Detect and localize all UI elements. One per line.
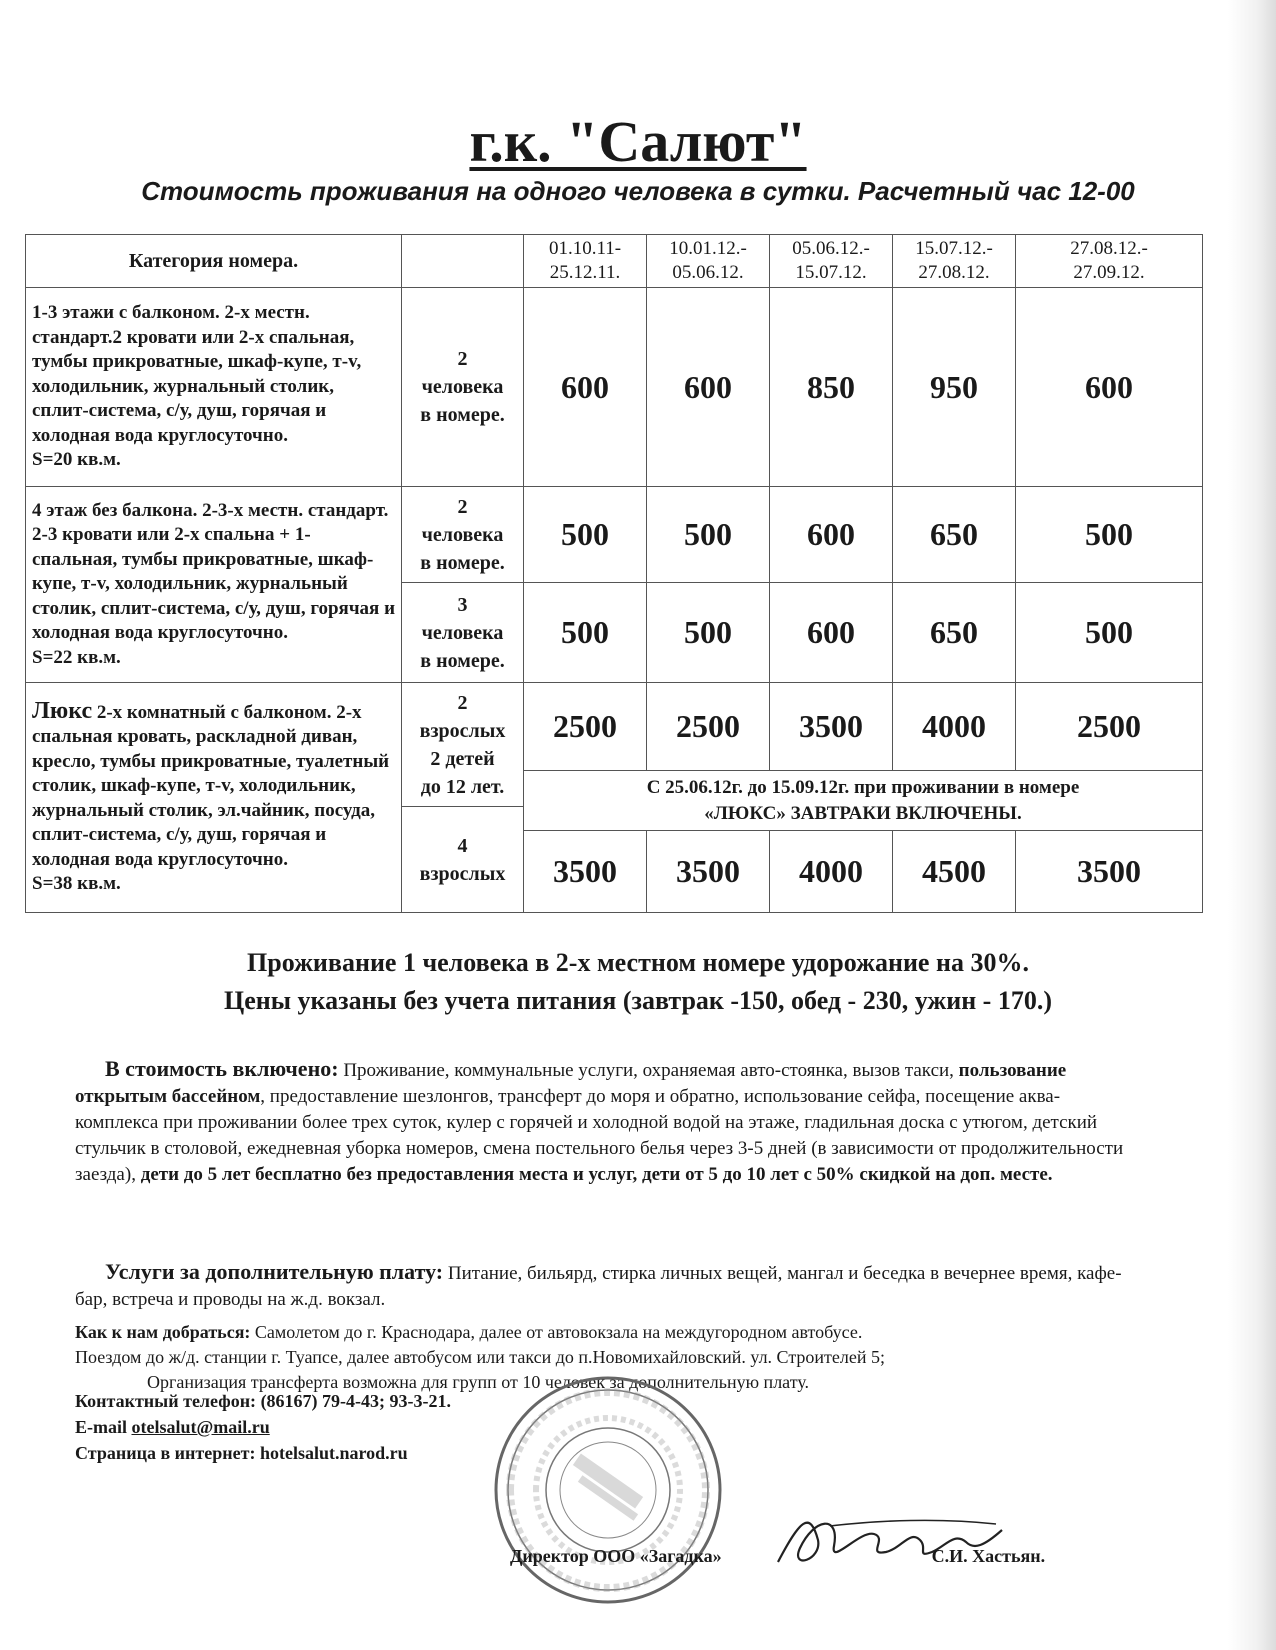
hotel-title: г.к. "Салют" <box>469 109 807 174</box>
lux-label: Люкс <box>32 697 93 724</box>
director-signature <box>770 1500 1010 1580</box>
price-cell: 3500 <box>1016 831 1203 913</box>
contact-phone: Контактный телефон: (86167) 79-4-43; 93-3-21. <box>75 1391 452 1411</box>
room-description: 1-3 этажи с балконом. 2-х местн. стандарт.2 кровати или 2-х спальная, тумбы прикроватные, шкаф-купе, т-v, холодильник, журнальный столик, сплит-система, с/у, душ, горячая и холодная вода круглосуточно. S=20 кв.м. <box>26 288 402 487</box>
price-cell: 500 <box>524 487 647 583</box>
guests-cell: 3 человека в номере. <box>402 583 524 683</box>
room-description: Люкс 2-х комнатный с балконом. 2-х спальная кровать, раскладной диван, кресло, тумбы прикроватные, туалетный столик, шкаф-купе, т-v, холодильник, журнальный столик, эл.чайник, посуда, сплит-система, с/у, душ, горячая и холодная вода круглосуточно. S=38 кв.м. <box>26 683 402 913</box>
period-header: 10.01.12.- 05.06.12. <box>647 235 770 288</box>
period-header: 05.06.12.- 15.07.12. <box>770 235 893 288</box>
period-header: 15.07.12.- 27.08.12. <box>893 235 1016 288</box>
price-cell: 4500 <box>893 831 1016 913</box>
contacts-block <box>75 1388 451 1466</box>
price-cell: 3500 <box>647 831 770 913</box>
period-header: 27.08.12.- 27.09.12. <box>1016 235 1203 288</box>
scan-shadow <box>1228 0 1276 1650</box>
price-cell: 500 <box>647 583 770 683</box>
category-header: Категория номера. <box>26 235 402 288</box>
price-cell: 600 <box>647 288 770 487</box>
table-row <box>26 288 1203 487</box>
price-cell: 650 <box>893 583 1016 683</box>
guests-cell: 2 человека в номере. <box>402 487 524 583</box>
extra-services-paragraph: Услуги за дополнительную плату: Питание, бильярд, стирка личных вещей, мангал и беседка в вечернее время, кафе-бар, встреча и проводы на ж.д. вокзал. <box>75 1259 1122 1310</box>
guests-cell: 2 взрослых 2 детей до 12 лет. <box>402 683 524 807</box>
price-cell: 2500 <box>524 683 647 771</box>
director-name: С.И. Хастьян. <box>931 1546 1046 1566</box>
director-title: Директор ООО «Загадка» <box>510 1546 722 1566</box>
company-stamp <box>488 1370 728 1610</box>
price-cell: 500 <box>524 583 647 683</box>
contact-email: E-mail otelsalut@mail.ru <box>75 1417 270 1437</box>
price-cell: 600 <box>524 288 647 487</box>
price-cell: 2500 <box>647 683 770 771</box>
single-surcharge-note: Проживание 1 человека в 2-х местном номере удорожание на 30%. <box>247 948 1029 977</box>
price-cell: 500 <box>647 487 770 583</box>
price-cell: 4000 <box>893 683 1016 771</box>
price-cell: 600 <box>770 487 893 583</box>
period-header: 01.10.11- 25.12.11. <box>524 235 647 288</box>
contact-web: Страница в интернет: hotelsalut.narod.ru <box>75 1443 408 1463</box>
price-cell: 600 <box>770 583 893 683</box>
guests-header <box>402 235 524 288</box>
guests-cell: 2 человека в номере. <box>402 288 524 487</box>
included-paragraph: В стоимость включено: Проживание, коммунальные услуги, охраняемая авто-стоянка, вызов такси, пользование открытым бассейном, предоставление шезлонгов, трансферт до моря и обратно, использование сейфа, посещение аква-комплекса при проживании более трех суток, кулер с горячей и холодной водой на этаже, гладильная доска с утюгом, детский стульчик в столовой, ежедневная уборка номеров, смена постельного белья через 3-5 дней (в зависимости от продолжительности заезда), дети до 5 лет бесплатно без предоставления места и услуг, дети от 5 до 10 лет с 50% скидкой на доп. месте. <box>75 1056 1124 1185</box>
room-description: 4 этаж без балкона. 2-3-х местн. стандарт. 2-3 кровати или 2-х спальна + 1-спальная, тумбы прикроватные, шкаф-купе, т-v, холодильник, журнальный столик, сплит-система, с/у, душ, горячая и холодная вода круглосуточно. S=22 кв.м. <box>26 487 402 683</box>
price-cell: 500 <box>1016 583 1203 683</box>
table-row <box>26 683 1203 771</box>
price-cell: 850 <box>770 288 893 487</box>
price-cell: 4000 <box>770 831 893 913</box>
director-line <box>510 1546 1045 1567</box>
how-to-get-paragraph: Как к нам добраться: Самолетом до г. Краснодара, далее от автовокзала на междугородном автобусе. Поездом до ж/д. станции г. Туапсе, далее автобусом или такси до п.Новомихайловский. ул. Строителей 5; Организация трансферта возможна для групп от 10 человек за дополнительную плату. <box>75 1322 885 1392</box>
price-subtitle: Стоимость проживания на одного человека в сутки. Расчетный час 12-00 <box>141 176 1135 206</box>
price-cell: 3500 <box>524 831 647 913</box>
price-cell: 3500 <box>770 683 893 771</box>
price-table <box>25 234 1203 913</box>
table-header-row <box>26 235 1203 288</box>
meals-note: Цены указаны без учета питания (завтрак -150, обед - 230, ужин - 170.) <box>223 986 1052 1015</box>
price-cell: 650 <box>893 487 1016 583</box>
price-cell: 600 <box>1016 288 1203 487</box>
lux-breakfast-note: С 25.06.12г. до 15.09.12г. при проживании в номере «ЛЮКС» ЗАВТРАКИ ВКЛЮЧЕНЫ. <box>524 771 1203 831</box>
price-cell: 500 <box>1016 487 1203 583</box>
guests-cell: 4 взрослых <box>402 807 524 913</box>
price-cell: 950 <box>893 288 1016 487</box>
email-link[interactable]: otelsalut@mail.ru <box>131 1417 270 1437</box>
table-row <box>26 487 1203 583</box>
price-cell: 2500 <box>1016 683 1203 771</box>
